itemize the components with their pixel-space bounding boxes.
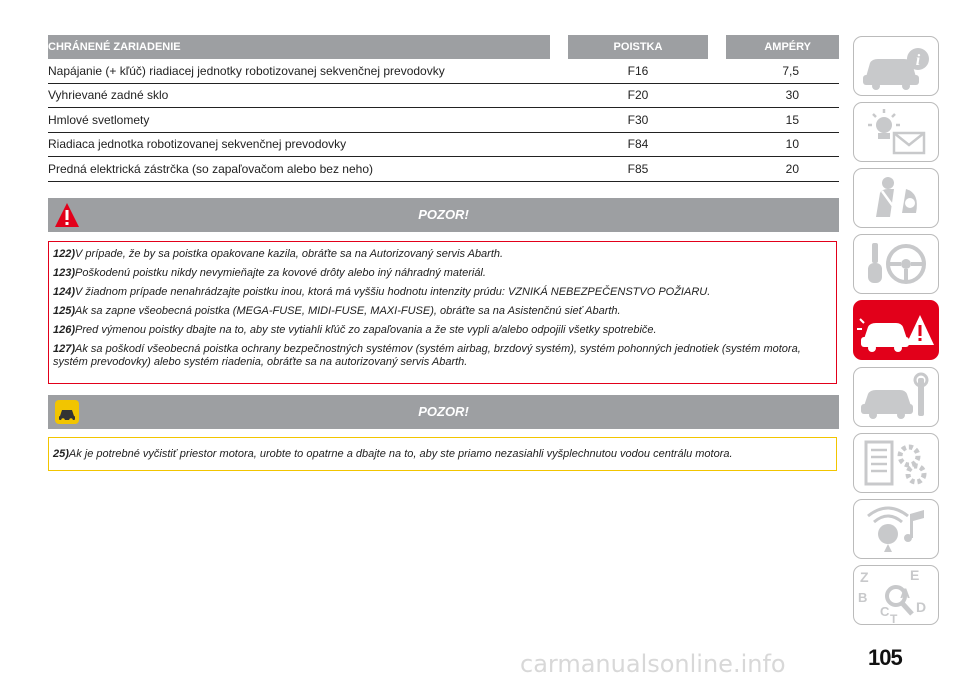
index-letter: A [900, 585, 911, 601]
technical-data-icon [854, 434, 938, 492]
index-letter: D [916, 599, 927, 615]
cell-fuse: F85 [627, 161, 649, 176]
cell-fuse: F84 [627, 137, 649, 152]
cell-fuse: F16 [627, 63, 649, 78]
cell-amperes: 30 [785, 88, 799, 103]
cell-device: Riadiaca jednotka robotizovanej sekvenčnej prevodovky [48, 137, 347, 152]
table-header [48, 35, 839, 59]
nav-tab-car-info[interactable] [853, 36, 939, 96]
warning-lights-icon [854, 103, 938, 161]
cell-amperes: 15 [785, 112, 799, 127]
index-letter: T [890, 612, 898, 624]
cell-device: Hmlové svetlomety [48, 112, 150, 127]
nav-tab-maintenance[interactable] [853, 367, 939, 427]
car-info-icon [854, 37, 938, 95]
svg-text:i: i [915, 52, 921, 69]
note-text: Pred výmenou poistky dbajte na to, aby ste vytiahli kľúč zo zapaľovania a že ste vypli a/alebo odpojili všetky spotrebiče. [75, 324, 657, 336]
alphabetical-index-icon [854, 566, 938, 624]
note-number: 25) [53, 448, 69, 460]
table-row [48, 108, 839, 133]
note-number: 123) [53, 267, 76, 279]
note-text: Ak je potrebné vyčistiť priestor motora, urobte to opatrne a dbajte na to, aby ste priamo nezasiahli vyšplechnutou vodou centrálu motora. [68, 448, 733, 460]
header-amperes: AMPÉRY [726, 35, 839, 59]
warning-title: POZOR! [418, 404, 469, 419]
header-protected-device: CHRÁNENÉ ZARIADENIE [48, 35, 550, 59]
note-text: V žiadnom prípade nenahrádzajte poistku inou, ktorá má vyššiu hodnotu intenzity prúdu: VZNIKÁ NEBEZPEČENSTVO POŽIARU. [75, 286, 711, 298]
key-steering-wheel-icon [854, 235, 938, 293]
note-item [53, 324, 832, 337]
fuse-table [48, 35, 839, 182]
cell-amperes: 10 [785, 137, 799, 152]
note-item [53, 343, 832, 369]
note-item [53, 305, 832, 318]
emergency-car-icon [854, 301, 938, 359]
environment-warning-notes [48, 437, 837, 471]
index-letter: B [858, 590, 868, 605]
cell-device: Vyhrievané zadné sklo [48, 88, 169, 103]
car-maintenance-icon [854, 368, 938, 426]
nav-tab-multimedia[interactable] [853, 499, 939, 559]
page-number: 105 [868, 645, 902, 670]
nav-tab-index[interactable] [853, 565, 939, 625]
nav-tab-starting-driving[interactable] [853, 234, 939, 294]
note-number: 122) [53, 248, 76, 260]
nav-tab-emergency[interactable] [853, 300, 939, 360]
table-row [48, 84, 839, 109]
environment-warning-header [48, 395, 839, 429]
note-number: 126) [53, 324, 76, 336]
nav-tab-safety[interactable] [853, 168, 939, 228]
warning-notes [48, 241, 837, 384]
note-number: 127) [53, 343, 76, 355]
cell-fuse: F20 [627, 88, 649, 103]
table-row [48, 133, 839, 158]
note-item [53, 267, 832, 280]
table-row [48, 59, 839, 84]
note-item [53, 286, 832, 299]
note-text: Ak sa zapne všeobecná poistka (MEGA-FUSE, MIDI-FUSE, MAXI-FUSE), obráťte sa na Asistenčnú sieť Abarth. [75, 305, 621, 317]
note-text: V prípade, že by sa poistka opakovane kazila, obráťte sa na Autorizovaný servis Abarth. [75, 248, 504, 260]
cell-fuse: F30 [627, 112, 649, 127]
index-letter: E [910, 567, 920, 583]
cell-amperes: 7,5 [782, 63, 799, 78]
note-number: 125) [53, 305, 76, 317]
header-fuse: POISTKA [568, 35, 708, 59]
nav-tab-warning-lights[interactable] [853, 102, 939, 162]
note-text: Poškodenú poistku nikdy nevymieňajte za kovové drôty alebo iný náhradný materiál. [75, 267, 486, 279]
warning-header [48, 198, 839, 232]
multimedia-icon [854, 500, 938, 558]
warning-title: POZOR! [418, 207, 469, 222]
table-row [48, 157, 839, 182]
cell-device: Napájanie (+ kľúč) riadiacej jednotky robotizovanej sekvenčnej prevodovky [48, 63, 445, 78]
note-number: 124) [53, 286, 76, 298]
index-letter: Z [860, 569, 869, 585]
seat-belt-airbag-icon [854, 169, 938, 227]
nav-tab-technical-data[interactable] [853, 433, 939, 493]
watermark: carmanualsonline.info [520, 650, 786, 678]
note-item [53, 448, 832, 461]
note-text: Ak sa poškodí všeobecná poistka ochrany bezpečnostných systémov (systém airbag, brzdový systém), systém pohonných jednotiek (systém motora, systém prevodovky) alebo systém riadenia, obráťte sa na autorizovaný servis Abarth. [53, 343, 801, 368]
note-item [53, 248, 832, 261]
cell-device: Predná elektrická zástrčka (so zapaľovačom alebo bez neho) [48, 161, 374, 176]
index-letter: C [880, 604, 890, 619]
cell-amperes: 20 [785, 161, 799, 176]
